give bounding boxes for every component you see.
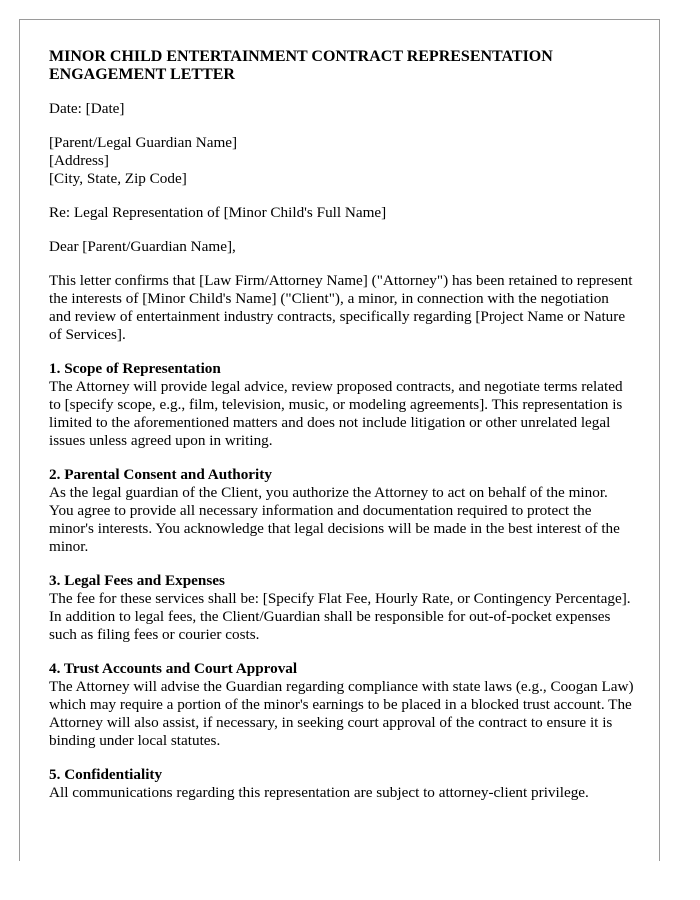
recipient-name-line: [Parent/Legal Guardian Name]	[49, 134, 238, 151]
salutation: Dear [Parent/Guardian Name],	[49, 238, 236, 255]
section-consent	[49, 466, 634, 556]
date-line: Date: [Date]	[49, 100, 125, 117]
section-heading: 3. Legal Fees and Expenses	[49, 572, 225, 589]
re-line: Re: Legal Representation of [Minor Child's Full Name]	[49, 204, 387, 221]
section-scope	[49, 360, 634, 450]
section-trust-accounts	[49, 660, 634, 750]
section-heading: 5. Confidentiality	[49, 766, 163, 783]
letter-content	[49, 48, 634, 818]
section-heading: 4. Trust Accounts and Court Approval	[49, 660, 298, 677]
intro-paragraph: This letter confirms that [Law Firm/Attorney Name] ("Attorney") has been retained to represent the interests of [Minor Child's Name] ("Client"), a minor, in connection with the negotiation and review of entertainment industry contracts, specifically regarding [Project Name or Nature of Services].	[49, 272, 633, 343]
recipient-address-line: [Address]	[49, 152, 109, 169]
letter-page	[19, 19, 660, 861]
recipient-address-block	[49, 134, 634, 188]
section-fees	[49, 572, 634, 644]
section-heading: 2. Parental Consent and Authority	[49, 466, 272, 483]
section-body: The Attorney will advise the Guardian regarding compliance with state laws (e.g., Coogan Law) which may require a portion of the minor's earnings to be placed in a blocked trust account. The Attorney will also assist, if necessary, in seeking court approval of the contract to ensure it is binding under local statutes.	[49, 678, 634, 749]
section-confidentiality	[49, 766, 634, 802]
section-body: The fee for these services shall be: [Specify Flat Fee, Hourly Rate, or Contingency Percentage]. In addition to legal fees, the Client/Guardian shall be responsible for out-of-pocket expenses such as filing fees or courier costs.	[49, 590, 631, 643]
section-body: The Attorney will provide legal advice, review proposed contracts, and negotiate terms related to [specify scope, e.g., film, television, music, or modeling agreements]. This representation is limited to the aforementioned matters and does not include litigation or other unrelated legal issues unless agreed upon in writing.	[49, 378, 623, 449]
section-body: As the legal guardian of the Client, you authorize the Attorney to act on behalf of the minor. You agree to provide all necessary information and documentation required to protect the minor's interests. You acknowledge that legal decisions will be made in the best interest of the minor.	[49, 484, 620, 555]
recipient-city-line: [City, State, Zip Code]	[49, 170, 187, 187]
document-title: MINOR CHILD ENTERTAINMENT CONTRACT REPRESENTATION ENGAGEMENT LETTER	[49, 48, 553, 83]
section-heading: 1. Scope of Representation	[49, 360, 221, 377]
section-body: All communications regarding this representation are subject to attorney-client privilege.	[49, 784, 589, 801]
